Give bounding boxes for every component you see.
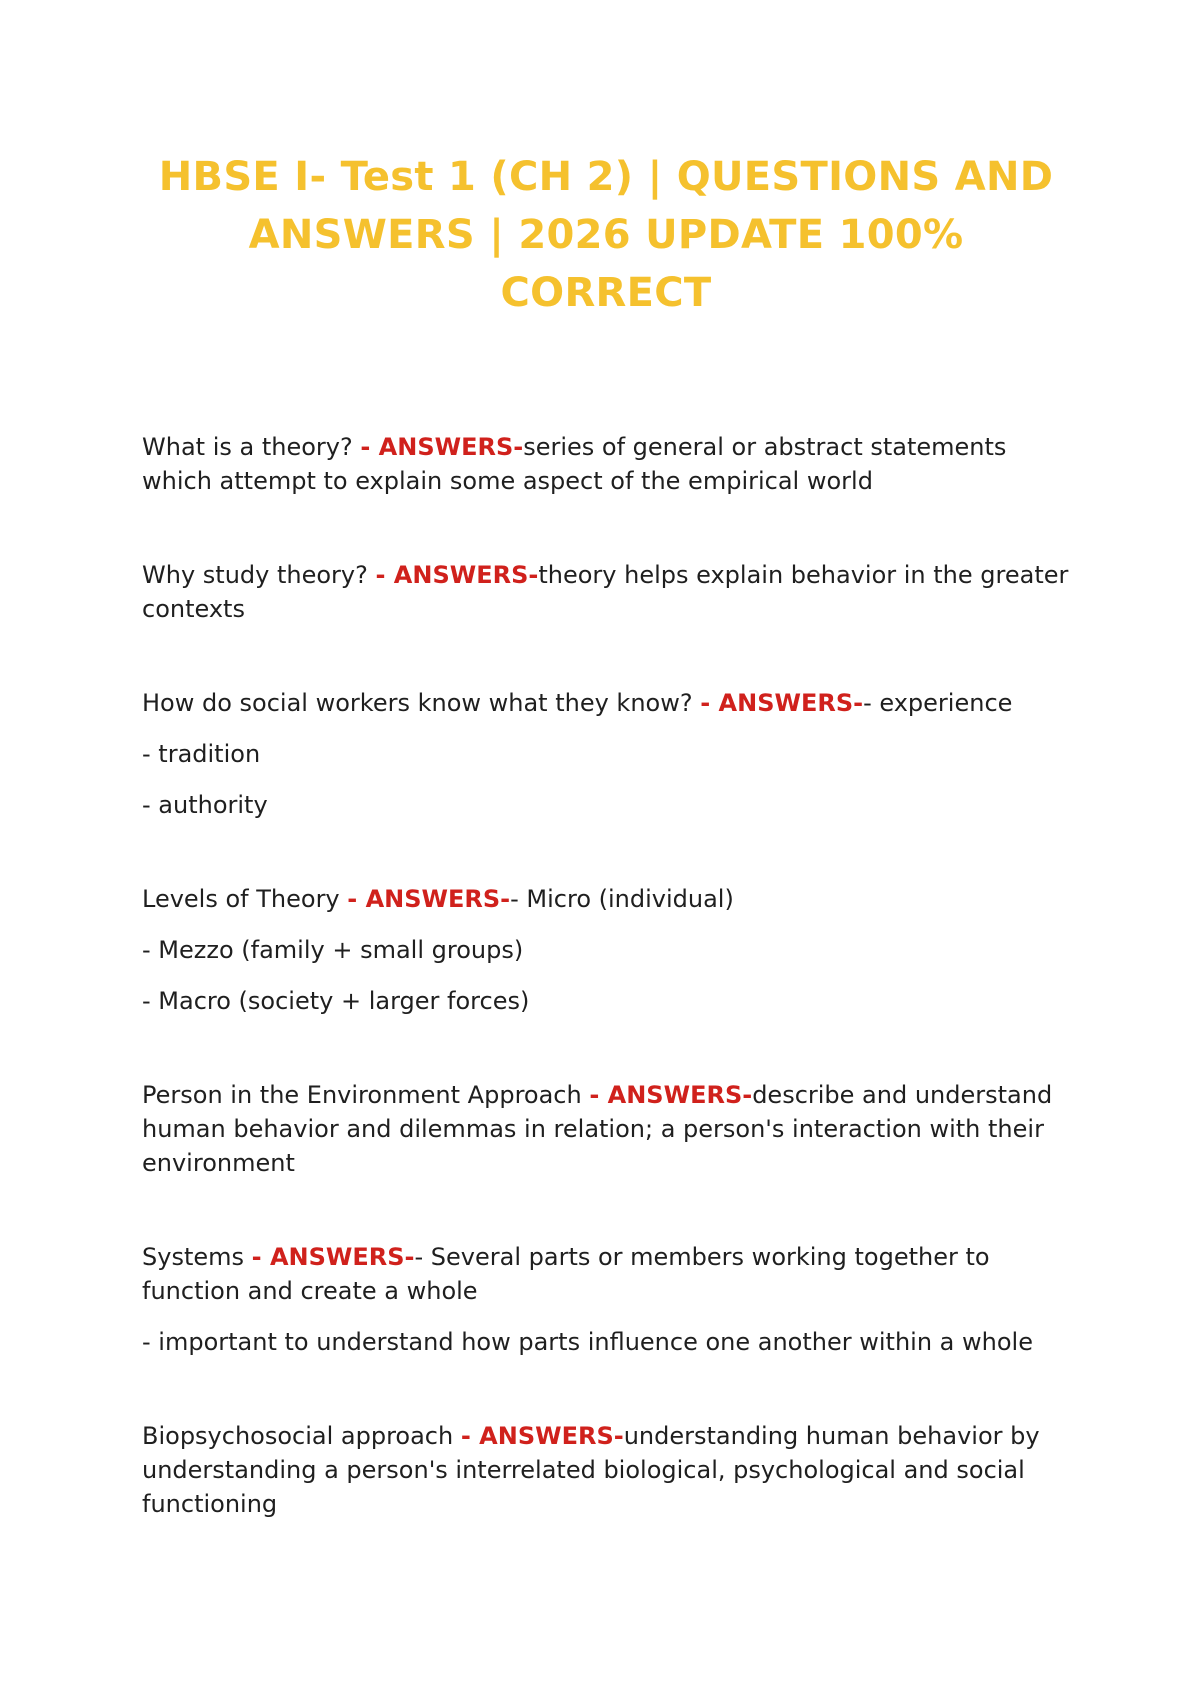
qa-line	[142, 686, 1070, 720]
answer-extra-line: - important to understand how parts influence one another within a whole	[142, 1328, 1033, 1356]
answer-extra-line: - Macro (society + larger forces)	[142, 987, 530, 1015]
question-text: Why study theory?	[142, 561, 376, 589]
answer-extra-line: - authority	[142, 791, 268, 819]
question-text: Biopsychosocial approach	[142, 1422, 461, 1450]
qa-line	[142, 1078, 1070, 1180]
answer-marker: - ANSWERS-	[460, 1422, 624, 1450]
qa-item	[142, 686, 1070, 822]
qa-line	[142, 430, 1070, 498]
answer-text: - Several parts or members working together to function and create a whole	[142, 1243, 990, 1305]
question-text: What is a theory?	[142, 433, 361, 461]
answer-text: theory helps explain behavior in the greater contexts	[142, 561, 1069, 623]
answer-text: describe and understand human behavior and dilemmas in relation; a person's interaction with their environment	[142, 1081, 1053, 1177]
question-text: Levels of Theory	[142, 885, 348, 913]
answer-marker: - ANSWERS-	[347, 885, 511, 913]
answer-text: understanding human behavior by understanding a person's interrelated biological, psychological and social functioning	[142, 1422, 1040, 1518]
answer-extra-line: - Mezzo (family + small groups)	[142, 936, 524, 964]
qa-item	[142, 430, 1070, 498]
answer-text: - experience	[863, 689, 1013, 717]
qa-line	[142, 1419, 1070, 1521]
answer-text: - Micro (individual)	[510, 885, 734, 913]
answer-marker: - ANSWERS-	[375, 561, 539, 589]
answer-text: series of general or abstract statements which attempt to explain some aspect of the empirical world	[142, 433, 1007, 495]
qa-item	[142, 1078, 1070, 1180]
answer-extra-line: - tradition	[142, 740, 261, 768]
qa-item	[142, 882, 1070, 1018]
answer-marker: - ANSWERS-	[360, 433, 524, 461]
question-text: Person in the Environment Approach	[142, 1081, 590, 1109]
question-text: How do social workers know what they know?	[142, 689, 701, 717]
qa-list	[142, 430, 1070, 1521]
question-text: Systems	[142, 1243, 252, 1271]
qa-item	[142, 1240, 1070, 1359]
qa-item	[142, 558, 1070, 626]
answer-marker: - ANSWERS-	[251, 1243, 415, 1271]
answer-marker: - ANSWERS-	[589, 1081, 753, 1109]
qa-line	[142, 882, 1070, 916]
qa-line	[142, 1240, 1070, 1308]
qa-item	[142, 1419, 1070, 1521]
document-title: HBSE I- Test 1 (CH 2) | QUESTIONS AND ANSWERS | 2026 UPDATE 100% CORRECT	[158, 154, 1054, 316]
qa-line	[142, 558, 1070, 626]
answer-marker: - ANSWERS-	[700, 689, 864, 717]
